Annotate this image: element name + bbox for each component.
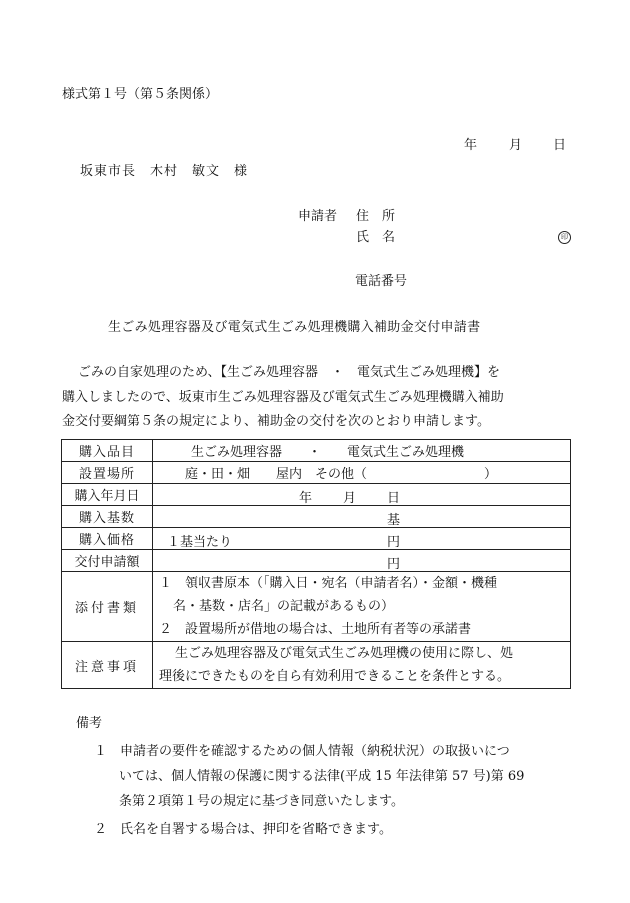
- remark-item-2: ２ 氏名を自署する場合は、押印を省略できます。: [94, 822, 392, 837]
- seal-mark: [558, 228, 571, 244]
- seal-icon: 印: [558, 231, 571, 244]
- table-row: [62, 528, 571, 550]
- grant-amount-label: 交付申請額: [62, 550, 153, 572]
- notice-value: [153, 642, 571, 689]
- intro-line-3: 金交付要綱第５条の規定により、補助金の交付を次のとおり申請します。: [62, 414, 490, 429]
- quantity-value: [153, 506, 571, 528]
- price-unit: 円: [387, 535, 401, 550]
- purchase-item-value: 生ごみ処理容器 ・ 電気式生ごみ処理機: [153, 440, 571, 462]
- attachment-item-2: ２ 設置場所が借地の場合は、土地所有者等の承諾書: [159, 622, 472, 637]
- attachments-value: [153, 572, 571, 642]
- quantity-label: 購入基数: [62, 506, 153, 528]
- remark-item-1-line-2: いては、個人情報の保護に関する法律(平成 15 年法律第 57 号)第 69: [119, 769, 525, 784]
- remark-item-1-line-3: 条第２項第１号の規定に基づき同意いたします。: [119, 794, 404, 809]
- grant-amount-value: [153, 550, 571, 572]
- table-row: [62, 506, 571, 528]
- notice-line-1: 生ごみ処理容器及び電気式生ごみ処理機の使用に際し、処: [175, 646, 514, 661]
- table-row: [62, 642, 571, 689]
- attachments-label: 添付書類: [62, 572, 153, 642]
- purchase-year-label: 年: [299, 491, 313, 506]
- remark-item-1-line-1: １ 申請者の要件を確認するための個人情報（納税状況）の取扱いにつ: [94, 744, 510, 759]
- intro-line-2: 購入しましたので、坂東市生ごみ処理容器及び電気式生ごみ処理機購入補助: [62, 390, 504, 405]
- quantity-unit: 基: [387, 513, 401, 528]
- purchase-date-value: [153, 484, 571, 506]
- date-month-label: 月: [509, 138, 523, 153]
- address-label: 住 所: [356, 209, 396, 224]
- addressee: 坂東市長 木村 敏文 様: [80, 164, 249, 179]
- attachment-item-1-line-2: 名・基数・店名」の記載があるもの）: [173, 599, 395, 614]
- table-row: [62, 440, 571, 462]
- price-label: 購入価格: [62, 528, 153, 550]
- form-number: 様式第１号（第５条関係）: [62, 87, 219, 102]
- remarks-heading: 備考: [76, 716, 103, 731]
- date-day-label: 日: [553, 138, 567, 153]
- table-row: [62, 572, 571, 642]
- table-row: [62, 484, 571, 506]
- purchase-day-label: 日: [387, 491, 401, 506]
- notice-line-2: 理後にできたものを自ら有効利用できることを条件とする。: [159, 669, 511, 684]
- table-row: [62, 550, 571, 572]
- purchase-item-label: 購入品目: [62, 440, 153, 462]
- intro-line-1: ごみの自家処理のため、【生ごみ処理容器 ・ 電気式生ごみ処理機】を: [78, 365, 500, 380]
- phone-label: 電話番号: [355, 274, 408, 289]
- purchase-date-label: 購入年月日: [62, 484, 153, 506]
- grant-amount-unit: 円: [387, 557, 401, 572]
- location-label: 設置場所: [62, 462, 153, 484]
- attachment-item-1-line-1: １ 領収書原本（「購入日・宛名（申請者名）・金額・機種: [159, 576, 498, 591]
- document-title: 生ごみ処理容器及び電気式生ごみ処理機購入補助金交付申請書: [108, 320, 481, 335]
- price-prefix: １基当たり: [167, 535, 233, 550]
- price-value: [153, 528, 571, 550]
- application-table: [61, 439, 571, 689]
- table-row: [62, 462, 571, 484]
- applicant-label: 申請者: [298, 209, 338, 224]
- notice-label: 注意事項: [62, 642, 153, 689]
- name-label: 氏 名: [356, 230, 396, 245]
- location-value: 庭・田・畑 屋内 その他（ ）: [153, 462, 571, 484]
- date-year-label: 年: [464, 138, 478, 153]
- purchase-month-label: 月: [343, 491, 357, 506]
